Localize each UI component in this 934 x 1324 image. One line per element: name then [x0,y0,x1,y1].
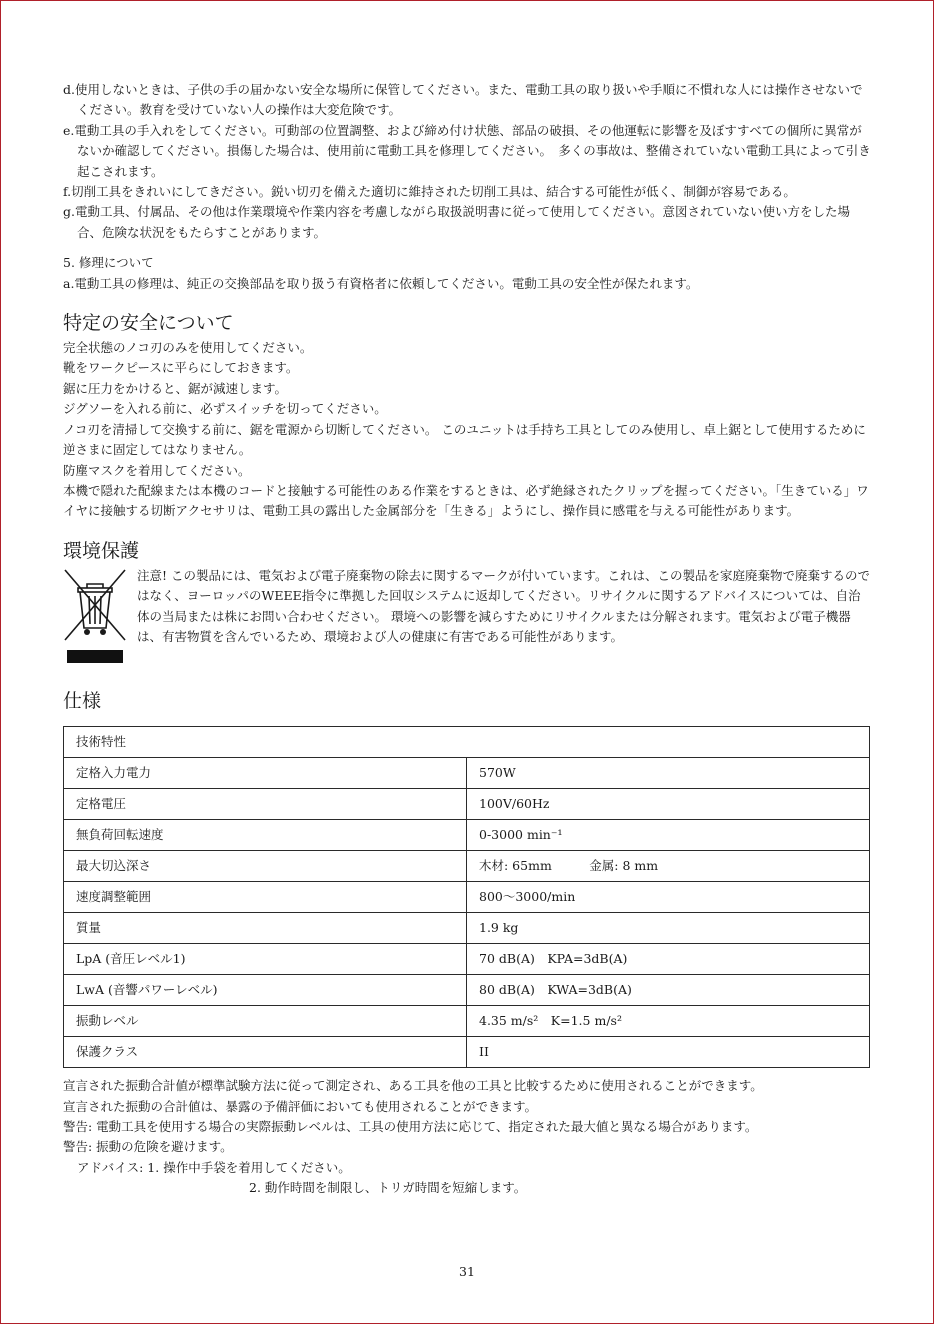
spec-label: 最大切込深さ [64,851,467,882]
page-content [63,80,873,1199]
page-number: 31 [459,1264,475,1279]
table-header: 技術特性 [64,727,870,758]
note-line: 宣言された振動合計値が標準試験方法に従って測定され、ある工具を他の工具と比較するために使用されることができます。 [63,1078,763,1094]
spec-value: 800～3000/min [467,882,870,913]
spec-label: 無負荷回転速度 [64,820,467,851]
table-row [64,1006,870,1037]
spec-table [63,726,870,1068]
spec-value: 100V/60Hz [467,789,870,820]
spec-value: 4.35 m/s² K=1.5 m/s² [467,1006,870,1037]
repair-item: a.電動工具の修理は、純正の交換部品を取り扱う有資格者に依頼してください。電動工具の安全性が保たれます。 [63,275,699,291]
safety-line: 防塵マスクを着用してください。 [63,462,251,478]
note-line: 宣言された振動の合計値は、暴露の予備評価においても使用されることができます。 [63,1098,538,1114]
table-row [64,727,870,758]
spec-value: 570W [467,758,870,789]
safety-line: 本機で隠れた配線または本機のコードと接触する可能性のある作業をするときは、必ず絶縁されたクリップを握ってください。「生きている」ワイヤに接触する切断アクセサリは、電動工具の露出した金属部分を「生きる」ようにし、操作員に感電を与える可能性があります。 [63,482,869,519]
table-row [64,975,870,1006]
safety-line: ノコ刃を清掃して交換する前に、鋸を電源から切断してください。 このユニットは手持ち工具としてのみ使用し、卓上鋸として使用するために逆さまに固定してはなりません。 [63,421,866,458]
specs-title: 仕様 [63,690,102,713]
list-item: g.電動工具、付属品、その他は作業環境や作業内容を考慮しながら取扱説明書に従って使用してください。意図されていない使い方をした場合、危険な状況をもたらすことがあります。 [63,204,850,240]
spec-label: 速度調整範囲 [64,882,467,913]
advice-line-2: 2. 動作時間を制限し、トリガ時間を短縮します。 [249,1180,527,1196]
safety-line: 完全状態のノコ刃のみを使用してください。 [63,340,313,356]
specific-safety-title: 特定の安全について [63,312,234,335]
note-line: 警告: 電動工具を使用する場合の実際振動レベルは、工具の使用方法に応じて、指定された最大値と異なる場合があります。 [63,1118,758,1134]
safety-line: 鋸に圧力をかけると、鋸が減速します。 [63,380,288,396]
repair-heading: 5. 修理について [63,255,154,271]
list-item: e.電動工具の手入れをしてください。可動部の位置調整、および締め付け状態、部品の破損、その他運転に影響を及ぼすすべての個所に異常がないか確認してください。損傷した場合は、使用前に電動工具を修理してください。 多くの事故は、整備されていない電動工具によって引き起こされます。 [63,122,871,179]
environment-text: 注意! この製品には、電気および電子廃棄物の除去に関するマークが付いています。これは、この製品を家庭廃棄物で廃棄するのではなく、ヨーロッパのWEEE指令に準拠した回収システムに返却してください。リサイクルに関するアドバイスについては、自治体の当局または株にお問い合わせください。 環境への影響を減らすためにリサイクルまたは分解されます。電気および電子機器は、有害物質を含んでいるため、環境および人の健康に有害である可能性があります。 [137,567,870,644]
list-item: f.切削工具をきれいにしてきださい。鋭い切刃を備えた適切に維持された切削工具は、結合する可能性が低く、制御が容易である。 [63,184,796,200]
environment-block [63,566,873,672]
spec-value: 1.9 kg [467,913,870,944]
spec-label: 振動レベル [64,1006,467,1037]
safety-line: 靴をワークピースに平らにしておきます。 [63,360,299,376]
weee-crossed-bin-icon [63,566,127,672]
spec-label: 定格入力電力 [64,758,467,789]
safety-line: ジグソーを入れる前に、必ずスイッチを切ってください。 [63,401,387,417]
list-item: d.使用しないときは、子供の手の届かない安全な場所に保管してください。また、電動工具の取り扱いや手順に不慣れな人には操作させないでください。教育を受けていない人の操作は大変危険です。 [63,82,863,118]
spec-label: 質量 [64,913,467,944]
spec-label: 保護クラス [64,1037,467,1068]
spec-label: 定格電圧 [64,789,467,820]
table-row [64,789,870,820]
specific-safety-list [63,338,873,522]
spec-value: 木材: 65mm 金属: 8 mm [467,851,870,882]
maintenance-list [63,80,873,243]
spec-label: LwA (音響パワーレベル) [64,975,467,1006]
table-row [64,1037,870,1068]
spec-value: 70 dB(A) KPA=3dB(A) [467,944,870,975]
table-row [64,913,870,944]
spec-value: 80 dB(A) KWA=3dB(A) [467,975,870,1006]
spec-value: II [467,1037,870,1068]
spec-label: LpA (音圧レベル1) [64,944,467,975]
table-row [64,851,870,882]
spec-value: 0-3000 min⁻¹ [467,820,870,851]
table-row [64,820,870,851]
table-row [64,882,870,913]
table-row [64,758,870,789]
note-line: 警告: 振動の危険を避けます。 [63,1139,233,1155]
table-row [64,944,870,975]
advice-line-1: アドバイス: 1. 操作中手袋を着用してください。 [77,1159,351,1175]
environment-title: 環境保護 [63,539,140,562]
vibration-notes [63,1076,873,1198]
